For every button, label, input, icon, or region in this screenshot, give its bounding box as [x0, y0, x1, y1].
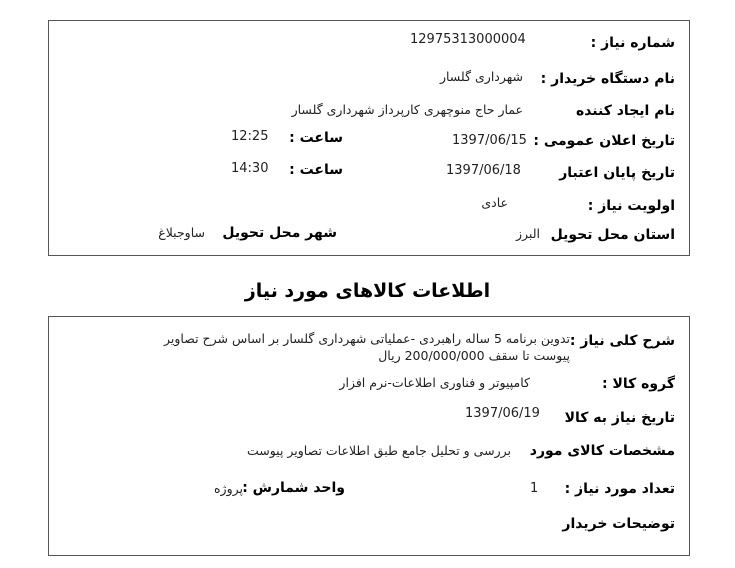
goods-group-label: گروه کالا : [602, 376, 675, 392]
priority-value: عادی [481, 195, 508, 210]
expiry-date-value: 1397/06/18 [446, 163, 521, 178]
expiry-time-label: ساعت : [289, 162, 343, 178]
specification-label: مشخصات کالای مورد [529, 443, 675, 459]
need-date-label: تاریخ نیاز به کالا [564, 410, 675, 426]
announce-date-value: 1397/06/15 [452, 133, 527, 148]
expiry-date-label: تاریخ پایان اعتبار [559, 165, 675, 181]
buyer-notes-label: توضیحات خریدار [562, 516, 675, 532]
tender-number-value: 12975313000004 [410, 32, 526, 47]
description-line-1: تدوین برنامه 5 ساله راهبردی -عملیاتی شهرداری گلسار بر اساس شرح تصاویر [164, 331, 570, 346]
province-label: استان محل تحویل [550, 227, 675, 243]
expiry-time-value: 14:30 [231, 161, 269, 176]
city-value: ساوجبلاغ [158, 225, 205, 240]
specification-value: بررسی و تحلیل جامع طبق اطلاعات تصاویر پیوست [246, 443, 511, 458]
tender-number-label: شماره نیاز : [590, 35, 675, 51]
quantity-label: تعداد مورد نیاز : [564, 481, 675, 497]
city-label: شهر محل تحویل [222, 225, 337, 241]
announce-time-value: 12:25 [231, 129, 269, 144]
quantity-value: 1 [530, 481, 539, 496]
need-date-value: 1397/06/19 [465, 406, 540, 421]
creator-label: نام ایجاد کننده [575, 103, 675, 119]
goods-group-value: کامپیوتر و فناوری اطلاعات-نرم افزار [339, 375, 530, 390]
description-label: شرح کلی نیاز : [569, 333, 675, 349]
announce-time-label: ساعت : [289, 130, 343, 146]
description-line-2: پیوست تا سقف 200/000/000 ریال [378, 348, 570, 363]
unit-value: پروژه [214, 481, 243, 496]
announce-date-label: تاریخ اعلان عمومی : [533, 133, 675, 149]
unit-label: واحد شمارش : [242, 480, 345, 496]
province-value: البرز [516, 226, 540, 241]
buyer-value: شهرداری گلسار [439, 69, 523, 84]
creator-value: عمار حاج منوچهری کارپرداز شهرداری گلسار [291, 102, 523, 117]
priority-label: اولویت نیاز : [587, 198, 675, 214]
goods-section-title: اطلاعات کالاهای مورد نیاز [244, 280, 491, 302]
buyer-label: نام دستگاه خریدار : [540, 71, 675, 87]
